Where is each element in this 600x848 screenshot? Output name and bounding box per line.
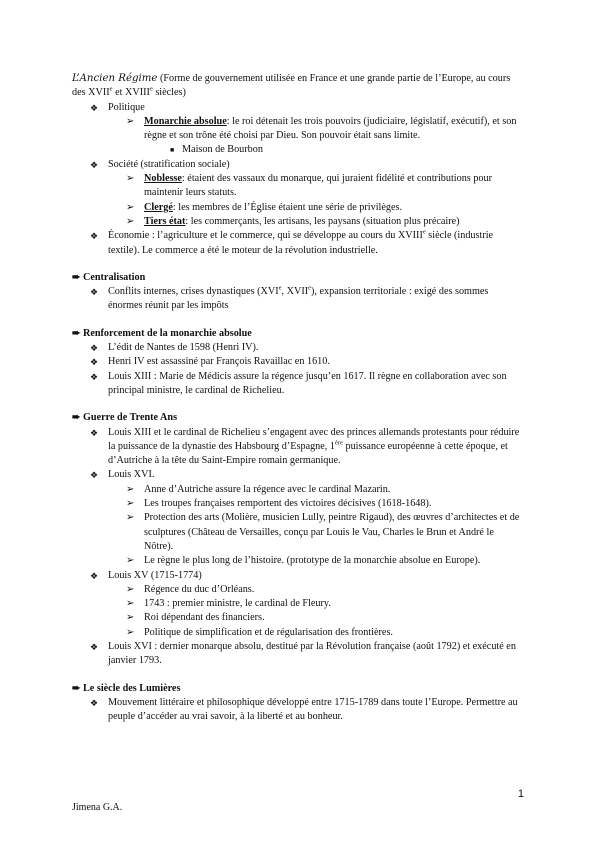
term-noblesse: Noblesse [144,173,182,185]
diamond-bullet-icon: ❖ [90,371,99,382]
diamond-bullet-icon: ❖ [90,570,99,581]
section-heading-renforcement: ➨ Renforcement de la monarchie absolue [72,327,520,341]
square-bullet-icon: ■ [170,146,175,155]
list-item-clerge: ➢ Clergé: les membres de l’Église étaient une série de privilèges. [126,201,520,215]
arrow-bullet-icon: ➢ [126,598,135,610]
list-item: ➢ Régence du duc d’Orléans. [126,583,520,597]
section-arrow-icon: ➨ [72,412,81,424]
arrow-bullet-icon: ➢ [126,555,135,567]
list-item: ❖ Henri IV est assassiné par François Ravaillac en 1610. [90,355,520,369]
arrow-bullet-icon: ➢ [126,201,135,213]
diamond-bullet-icon: ❖ [90,357,99,368]
list-item: ➢ Politique de simplification et de régularisation des frontières. [126,626,520,640]
list-item: ❖ Louis XIII et le cardinal de Richelieu s’engagent avec des princes allemands protestants pour réduire la puissance de la dynastie des Habsbourg d’Espagne, 1ère puissance européenne à cette époque, et d’Autriche à la tête du Saint-Empire romain germanique. [90,426,520,469]
arrow-bullet-icon: ➢ [126,115,135,127]
intro-paragraph: L’Ancien Régime (Forme de gouvernement utilisée en France et une grande partie de l’Europe, au cours des XVIIe et XVIIIe siècles) [72,73,511,99]
diamond-bullet-icon: ❖ [90,427,99,438]
arrow-bullet-icon: ➢ [126,215,135,227]
list-item: ❖ L’édit de Nantes de 1598 (Henri IV). [90,341,520,355]
list-item-conflits: ❖ Conflits internes, crises dynastiques (XVIe, XVIIe), expansion territoriale : exigé des sommes énormes réunit par les impôts [90,285,520,314]
section-heading-centralisation: ➨ Centralisation [72,271,520,285]
diamond-bullet-icon: ❖ [90,231,99,242]
list-item-louis-xvi-end: ❖ Louis XVI : dernier monarque absolu, destitué par la Révolution française (août 1792) et exécuté en janvier 1793. [90,640,520,669]
term-clerge: Clergé [144,201,173,213]
list-item: ➢ 1743 : premier ministre, le cardinal de Fleury. [126,597,520,611]
list-item-societe: ❖ Société (stratification sociale) [90,158,520,172]
list-item-tiers-etat: ➢ Tiers état: les commerçants, les artisans, les paysans (situation plus précaire) [126,215,520,229]
diamond-bullet-icon: ❖ [90,697,99,708]
diamond-bullet-icon: ❖ [90,159,99,170]
intro-definition: Forme de gouvernement utilisée en France et une grande partie de l’Europe, au cours des XVII [72,73,511,99]
footer-author: Jimena G.A. [72,802,123,813]
list-item: ➢ Le règne le plus long de l’histoire. (prototype de la monarchie absolue en Europe). [126,554,520,568]
list-item-economie: ❖ Économie : l’agriculture et le commerce, qui se développe au cours du XVIIIe siècle (industrie textile). Le commerce a été le moteur de la révolution industrielle. [90,229,520,258]
list-item-politique: ❖ Politique [90,101,520,115]
section-heading-lumieres: ➨ Le siècle des Lumières [72,682,520,696]
list-item-maison: ■ Maison de Bourbon [170,143,520,157]
arrow-bullet-icon: ➢ [126,512,135,524]
arrow-bullet-icon: ➢ [126,498,135,510]
list-item: ➢ Anne d’Autriche assure la régence avec le cardinal Mazarin. [126,483,520,497]
arrow-bullet-icon: ➢ [126,626,135,638]
list-item: ❖ Louis XIII : Marie de Médicis assure la régence jusqu’en 1617. Il règne en collaboration avec son principal ministre, le cardinal de Richelieu. [90,370,520,399]
diamond-bullet-icon: ❖ [90,343,99,354]
list-item-louis-xvi: ❖ Louis XVI. [90,468,520,482]
term-monarchie: Monarchie absolue [144,115,227,127]
arrow-bullet-icon: ➢ [126,583,135,595]
section-arrow-icon: ➨ [72,682,81,694]
arrow-bullet-icon: ➢ [126,173,135,185]
diamond-bullet-icon: ❖ [90,641,99,652]
document-title: L’Ancien Régime [72,73,158,84]
list-item: ❖ Mouvement littéraire et philosophique développé entre 1715-1789 dans toute l’Europe. Permettre au peuple d’accéder au vrai savoir, à la liberté et au bonheur. [90,696,520,725]
list-item-louis-xv: ❖ Louis XV (1715-1774) [90,569,520,583]
term-tiers-etat: Tiers état [144,215,186,227]
diamond-bullet-icon: ❖ [90,470,99,481]
page-number: 1 [517,788,524,800]
section-heading-guerre: ➨ Guerre de Trente Ans [72,411,520,425]
diamond-bullet-icon: ❖ [90,287,99,298]
section-arrow-icon: ➨ [72,327,81,339]
diamond-bullet-icon: ❖ [90,102,99,113]
list-item: ➢ Les troupes françaises remportent des victoires décisives (1618-1648). [126,497,520,511]
arrow-bullet-icon: ➢ [126,483,135,495]
list-item: ➢ Roi dépendant des financiers. [126,611,520,625]
list-item: ➢ Protection des arts (Molière, musicien Lully, peintre Rigaud), des œuvres d’architectes et de sculptures (Château de Versailles, conçu par Louis le Vau, Charles le Brun et André le Nôtre). [126,511,520,554]
document-body [72,72,520,724]
list-item-noblesse: ➢ Noblesse: étaient des vassaux du monarque, qui juraient fidélité et contributions pour maintenir leurs statuts. [126,172,520,201]
arrow-bullet-icon: ➢ [126,612,135,624]
section-arrow-icon: ➨ [72,271,81,283]
list-item-monarchie: ➢ Monarchie absolue: le roi détenait les trois pouvoirs (judiciaire, législatif, exécutif), et son règne et son trône été choisi par Dieu. Son pouvoir était sans limite. [126,115,520,144]
